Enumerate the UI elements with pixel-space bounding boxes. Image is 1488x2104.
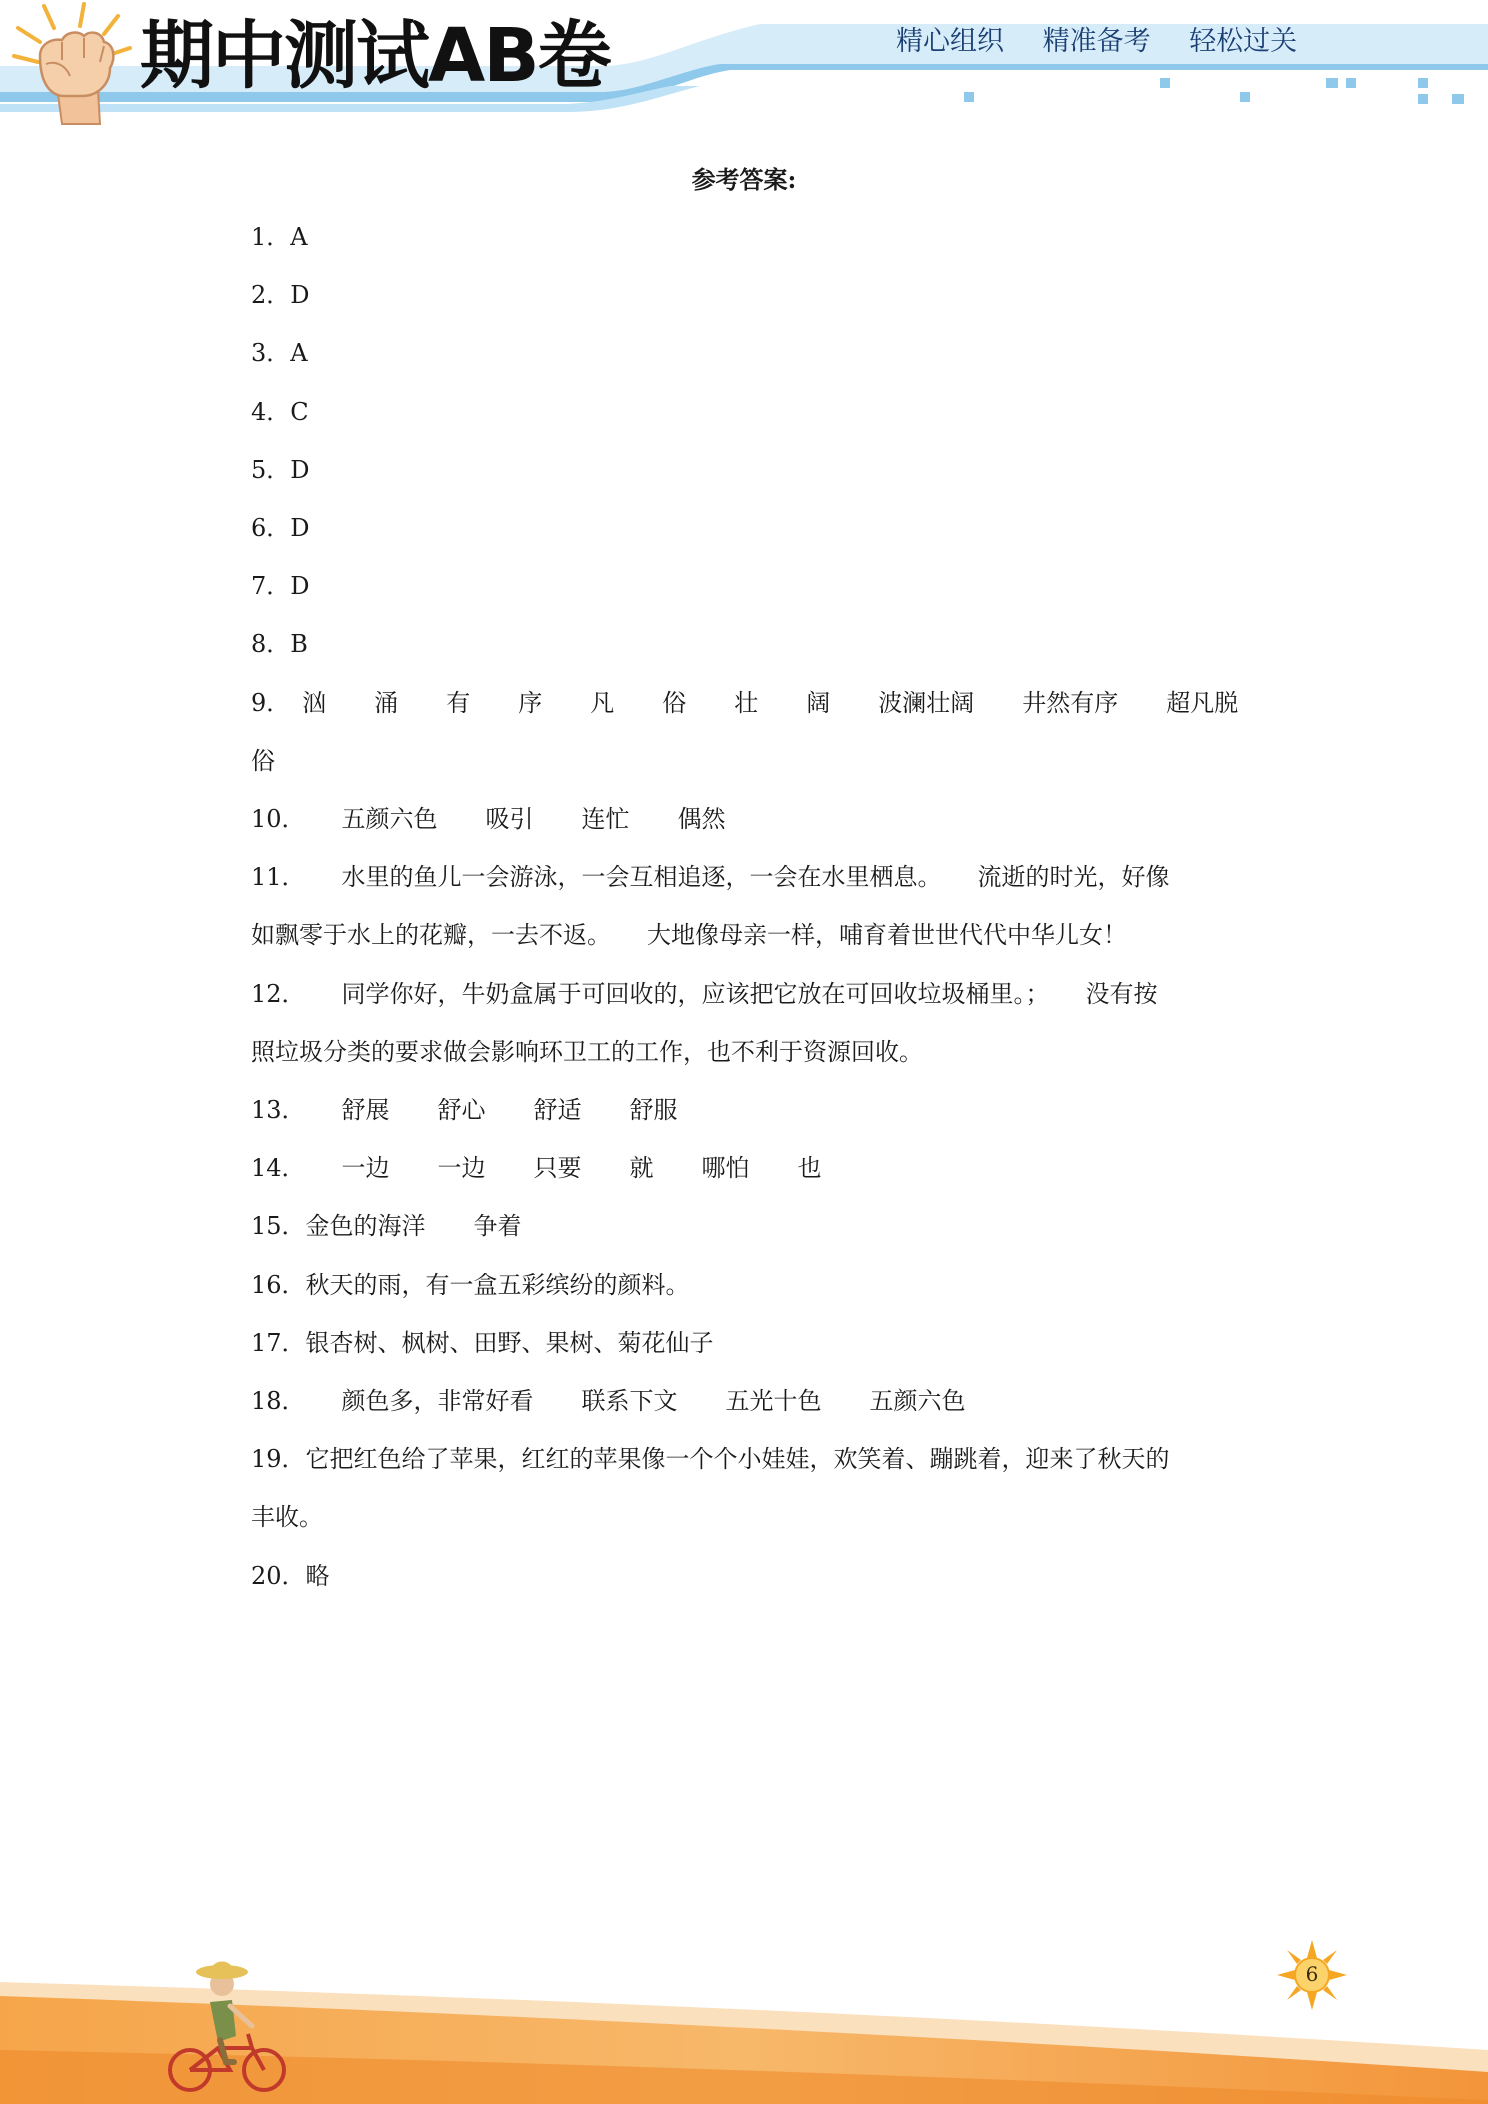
answer-line: 16．秋天的雨，有一盒五彩缤纷的颜料。 <box>251 1270 690 1299</box>
answer-line: 12． 同学你好，牛奶盒属于可回收的，应该把它放在可回收垃圾桶里。； 没有按 <box>251 979 1158 1008</box>
answer-line: 14． 一边 一边 只要 就 哪怕 也 <box>251 1154 822 1183</box>
cyclist-icon <box>160 1944 300 2104</box>
answer-line: 19．它把红色给了苹果，红红的苹果像一个个小娃娃，欢笑着、蹦跳着，迎来了秋天的 <box>251 1445 1170 1474</box>
page-footer <box>0 1900 1488 2104</box>
answer-line: 丰收。 <box>251 1503 323 1532</box>
answer-line: 1．A <box>251 223 308 251</box>
answer-heading: 参考答案: <box>691 165 797 194</box>
answer-line: 18． 颜色多，非常好看 联系下文 五光十色 五颜六色 <box>251 1387 966 1416</box>
answer-line: 20．略 <box>251 1561 330 1590</box>
answer-line: 7．D <box>251 572 310 601</box>
answer-line: 2．D <box>251 281 310 310</box>
answer-line: 15．金色的海洋 争着 <box>251 1212 522 1241</box>
answer-line: 3．A <box>251 339 308 368</box>
answer-list <box>251 208 1241 1605</box>
answer-line: 10． 五颜六色 吸引 连忙 偶然 <box>251 805 726 834</box>
answer-line: 13． 舒展 舒心 舒适 舒服 <box>251 1096 678 1125</box>
answer-line: 4．C <box>251 397 309 426</box>
page-header <box>0 0 1488 130</box>
slogan-2: 精准备考 <box>1042 26 1151 57</box>
answer-line: 如飘零于水上的花瓣，一去不返。 大地像母亲一样，哺育着世世代代中华儿女！ <box>251 921 1127 950</box>
header-slogans <box>896 22 1327 62</box>
answer-line: 9． 汹 涌 有 序 凡 俗 壮 阔 波澜壮阔 井然有序 超凡脱俗 <box>251 688 1239 775</box>
slogan-3: 轻松过关 <box>1189 26 1298 57</box>
answer-line: 照垃圾分类的要求做会影响环卫工的工作，也不利于资源回收。 <box>251 1037 923 1066</box>
answer-line: 8．B <box>251 630 308 659</box>
answer-line: 6．D <box>251 514 310 543</box>
answer-line: 5．D <box>251 455 310 484</box>
answer-line: 11． 水里的鱼儿一会游泳，一会互相追逐，一会在水里栖息。 流逝的时光，好像 <box>251 863 1170 892</box>
raised-fist-icon <box>0 0 140 126</box>
answer-line: 17．银杏树、枫树、田野、果树、菊花仙子 <box>251 1328 714 1357</box>
slogan-1: 精心组织 <box>896 26 1004 57</box>
page-number: 6 <box>1305 1962 1319 1986</box>
header-title: 期中测试AB卷 <box>140 13 610 99</box>
